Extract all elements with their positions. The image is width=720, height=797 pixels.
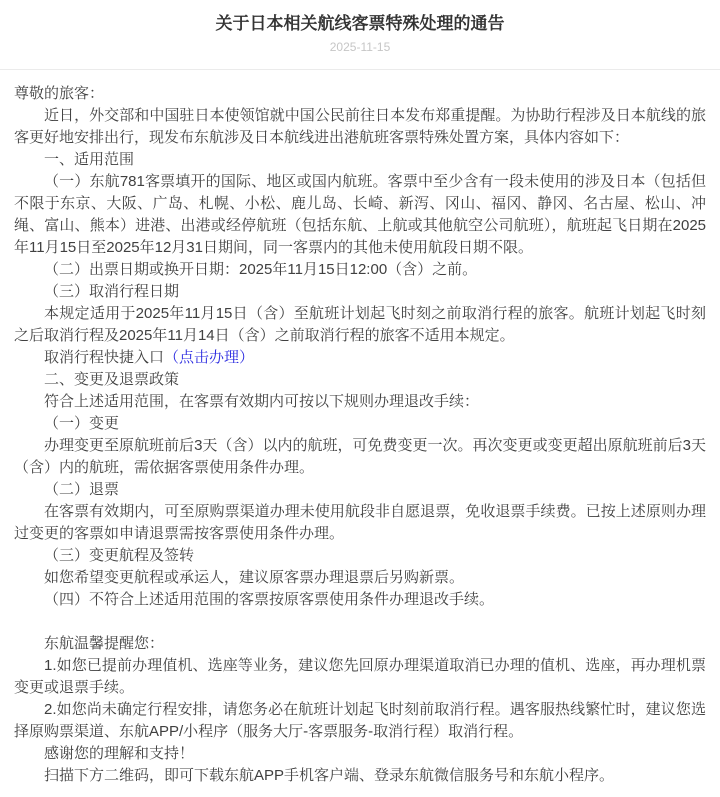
thanks-line: 感谢您的理解和支持！ xyxy=(44,745,195,762)
reminder-heading: 东航温馨提醒您： xyxy=(44,635,165,652)
reminder-item-1: 1.如您已提前办理值机、选座等业务，建议您先回原办理渠道取消已办理的值机、选座，再办理机票变更或退票手续。 xyxy=(14,657,706,696)
section-1-heading: 一、适用范围 xyxy=(44,151,135,168)
click-to-handle-link[interactable]: （点击办理） xyxy=(164,349,255,366)
reroute-heading: （三）变更航程及签转 xyxy=(44,547,195,564)
reminder-item-2: 2.如您尚未确定行程安排，请您务必在航班计划起飞时刻前取消行程。遇客服热线繁忙时，建议您选择原购票渠道、东航APP/小程序（服务大厅-客票服务-取消行程）取消行程。 xyxy=(14,701,706,740)
scope-item-2: （二）出票日期或换开日期：2025年11月15日12:00（含）之前。 xyxy=(44,261,478,278)
scope-item-1: （一）东航781客票填开的国际、地区或国内航班。客票中至少含有一段未使用的涉及日本（包括但不限于东京、大阪、广岛、札幌、小松、鹿儿岛、长崎、新泻、冈山、福冈、静冈、名古屋、松山、冲绳、富山、熊本）进港、出港或经停航班（包括东航、上航或其他航空公司航班），航班起飞日期在2025年11月15日至2025年12月31日期间，同一客票内的其他未使用航段日期不限。 xyxy=(14,173,706,256)
notice-date: 2025-11-15 xyxy=(329,40,391,54)
notice-header xyxy=(0,0,720,54)
refund-heading: （二）退票 xyxy=(44,481,120,498)
change-detail: 办理变更至原航班前后3天（含）以内的航班，可免费变更一次。再次变更或变更超出原航班前后3天（含）内的航班，需依据客票使用条件办理。 xyxy=(14,437,706,476)
section-2-heading: 二、变更及退票政策 xyxy=(44,371,180,388)
scope-item-3-heading: （三）取消行程日期 xyxy=(44,283,180,300)
page-title: 关于日本相关航线客票特殊处理的通告 xyxy=(215,14,505,33)
reroute-detail: 如您希望变更航程或承运人，建议原客票办理退票后另购新票。 xyxy=(44,569,465,586)
refund-detail: 在客票有效期内，可至原购票渠道办理未使用航段非自愿退票，免收退票手续费。已按上述原则办理过变更的客票如申请退票需按客票使用条件办理。 xyxy=(14,503,706,542)
notice-body xyxy=(0,70,720,797)
other-tickets-item: （四）不符合上述适用范围的客票按原客票使用条件办理退改手续。 xyxy=(44,591,495,608)
scope-item-3-detail: 本规定适用于2025年11月15日（含）至航班计划起飞时刻之前取消行程的旅客。航班计划起飞时刻之后取消行程及2025年11月14日（含）之前取消行程的旅客不适用本规定。 xyxy=(14,305,706,344)
policy-intro: 符合上述适用范围，在客票有效期内可按以下规则办理退改手续： xyxy=(44,393,480,410)
blank-line xyxy=(14,611,706,633)
change-heading: （一）变更 xyxy=(44,415,120,432)
salutation: 尊敬的旅客： xyxy=(14,85,105,102)
cancel-entry-paragraph xyxy=(14,347,706,369)
qr-code-instruction: 扫描下方二维码，即可下载东航APP手机客户端、登录东航微信服务号和东航小程序。 xyxy=(44,767,615,784)
intro-paragraph: 近日，外交部和中国驻日本使领馆就中国公民前往日本发布郑重提醒。为协助行程涉及日本航线的旅客更好地安排出行，现发布东航涉及日本航线进出港航班客票特殊处置方案，具体内容如下： xyxy=(14,107,706,146)
cancel-entry-label: 取消行程快捷入口 xyxy=(44,349,165,366)
